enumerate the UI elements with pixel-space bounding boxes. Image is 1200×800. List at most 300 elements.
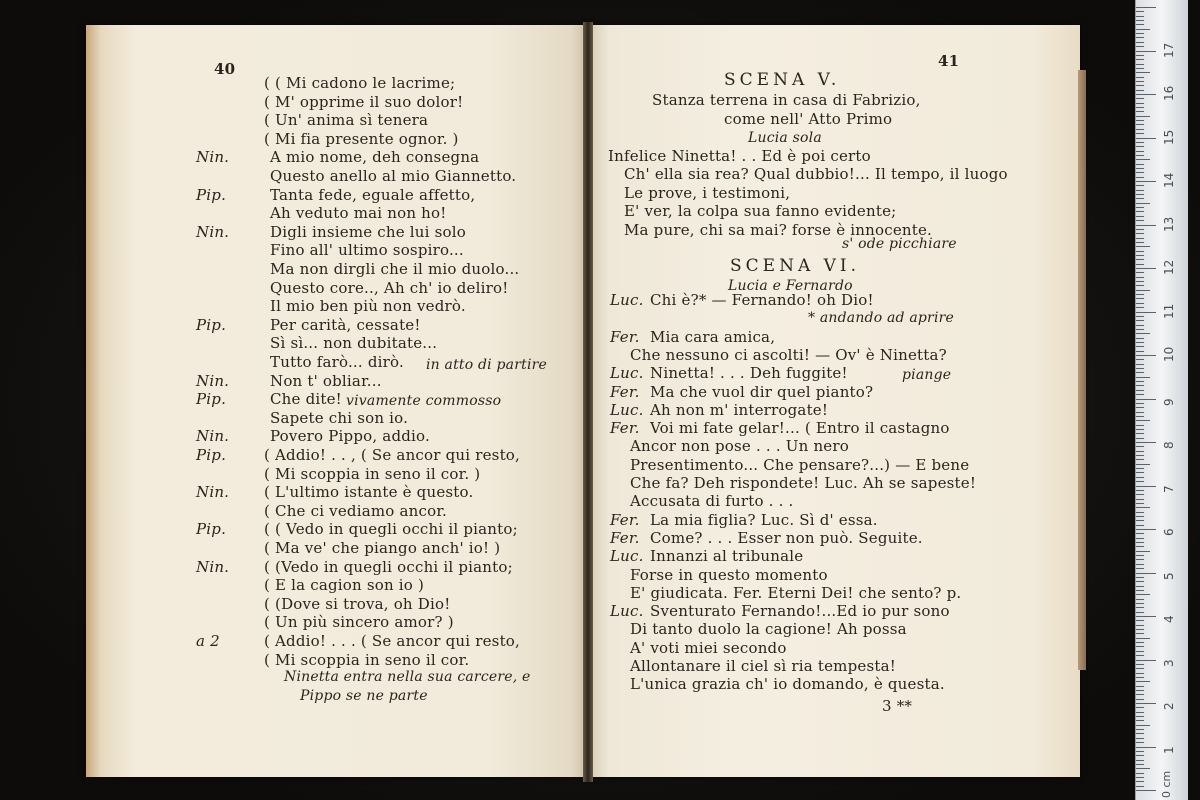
ruler-label: 15 xyxy=(1162,129,1176,145)
ruler-tick xyxy=(1136,551,1150,552)
speaker-label: Nin. xyxy=(196,148,230,167)
ruler-tick xyxy=(1136,620,1144,621)
ruler-tick xyxy=(1136,290,1150,291)
speaker-label: Pip. xyxy=(196,520,227,539)
ruler-label: 9 xyxy=(1162,397,1176,406)
ruler-label: 5 xyxy=(1162,571,1176,580)
verse-line: Ma che vuol dir quel pianto? xyxy=(650,382,874,401)
ruler-tick xyxy=(1136,216,1144,217)
ruler-tick xyxy=(1136,733,1144,734)
ruler-tick xyxy=(1136,451,1144,452)
verse-line: Ch' ella sia rea? Qual dubbio!... Il tempo, il luogo xyxy=(624,165,1008,184)
signature-mark: 3 ** xyxy=(882,697,913,715)
scene-characters: Lucia sola xyxy=(748,130,822,146)
ruler-tick xyxy=(1136,525,1144,526)
ruler-tick xyxy=(1136,407,1144,408)
verse-line: ( E la cagion son io ) xyxy=(264,576,425,595)
ruler-label: 10 xyxy=(1162,346,1176,362)
ruler-tick xyxy=(1136,164,1144,165)
ruler-label: 11 xyxy=(1162,303,1176,319)
ruler-tick xyxy=(1136,355,1156,356)
speaker-label: Pip. xyxy=(196,185,227,204)
ruler-tick xyxy=(1136,699,1144,700)
closing-stage-direction: Ninetta entra nella sua carcere, e xyxy=(284,669,531,685)
ruler-tick xyxy=(1136,24,1144,25)
ruler-label: 17 xyxy=(1162,42,1176,58)
stage-direction: piange xyxy=(902,367,952,383)
ruler-tick xyxy=(1136,573,1156,574)
ruler-label: 0 cm xyxy=(1160,770,1173,798)
ruler-tick xyxy=(1136,155,1144,156)
verse-line: Che nessuno ci ascolti! — Ov' è Ninetta? xyxy=(630,345,947,364)
ruler-tick xyxy=(1136,129,1144,130)
ruler-tick xyxy=(1136,568,1144,569)
verse-line: ( Mi scoppia in seno il cor. ) xyxy=(264,464,481,483)
verse-line: ( Ma ve' che piango anch' io! ) xyxy=(264,539,501,557)
ruler-label: 4 xyxy=(1162,615,1176,623)
ruler-tick xyxy=(1136,468,1144,469)
speaker-label: Pip. xyxy=(196,390,227,409)
ruler-tick xyxy=(1136,459,1144,460)
ruler-tick xyxy=(1136,264,1144,265)
verse-line: ( Addio! . . , ( Se ancor qui resto, xyxy=(264,446,521,464)
ruler-tick xyxy=(1136,538,1144,539)
speaker-label: Luc. xyxy=(610,547,644,566)
left-page xyxy=(86,25,586,777)
ruler-tick xyxy=(1136,412,1144,413)
ruler-tick xyxy=(1136,564,1144,565)
ruler-tick xyxy=(1136,507,1150,508)
ruler-tick xyxy=(1136,177,1144,178)
ruler-tick xyxy=(1136,764,1144,765)
scene-subtitle: Stanza terrena in casa di Fabrizio, xyxy=(652,91,921,109)
ruler-tick xyxy=(1136,72,1150,73)
ruler-tick xyxy=(1136,312,1156,313)
ruler-tick xyxy=(1136,294,1144,295)
ruler-tick xyxy=(1136,381,1144,382)
ruler-tick xyxy=(1136,133,1144,134)
ruler-tick xyxy=(1136,625,1144,626)
ruler-tick xyxy=(1136,651,1144,652)
ruler-tick xyxy=(1136,146,1144,147)
verse-line: Questo anello al mio Giannetto. xyxy=(270,167,517,185)
verse-line: Questo core.., Ah ch' io deliro! xyxy=(270,278,509,297)
ruler-tick xyxy=(1136,490,1144,491)
ruler-tick xyxy=(1136,20,1144,21)
scene-subtitle: come nell' Atto Primo xyxy=(724,110,893,128)
ruler-label: 6 xyxy=(1162,528,1176,536)
ruler-tick xyxy=(1136,607,1144,608)
ruler-tick xyxy=(1136,486,1156,487)
ruler-tick xyxy=(1136,307,1144,308)
ruler-tick xyxy=(1136,37,1144,38)
ruler-tick xyxy=(1136,220,1144,221)
speaker-label: Fer. xyxy=(610,419,640,438)
ruler-tick xyxy=(1136,712,1144,713)
ruler-tick xyxy=(1136,646,1144,647)
ruler-tick xyxy=(1136,529,1156,530)
speaker-label: Luc. xyxy=(610,602,644,621)
verse-line: Mia cara amica, xyxy=(650,327,776,346)
speaker-label: Fer. xyxy=(610,510,640,529)
ruler-tick xyxy=(1136,64,1144,65)
ruler-tick xyxy=(1136,268,1156,269)
speaker-label: Fer. xyxy=(610,327,640,346)
verse-line: Per carità, cessate! xyxy=(270,315,421,334)
ruler-tick xyxy=(1136,325,1144,326)
ruler-tick xyxy=(1136,33,1144,34)
ruler-tick xyxy=(1136,446,1144,447)
ruler-tick xyxy=(1136,116,1150,117)
ruler-tick xyxy=(1136,277,1144,278)
ruler-tick xyxy=(1136,686,1144,687)
ruler-tick xyxy=(1136,464,1150,465)
ruler-tick xyxy=(1136,342,1144,343)
ruler-tick xyxy=(1136,677,1144,678)
speaker-label: Luc. xyxy=(610,400,644,419)
verse-line: Sì sì... non dubitate... xyxy=(270,334,438,353)
ruler-tick xyxy=(1136,638,1150,639)
ruler-tick xyxy=(1136,198,1144,199)
verse-line: Ah non m' interrogate! xyxy=(650,400,829,419)
ruler-tick xyxy=(1136,11,1144,12)
ruler-tick xyxy=(1136,394,1144,395)
ruler-label: 2 xyxy=(1162,702,1176,710)
ruler-tick xyxy=(1136,612,1144,613)
ruler-tick xyxy=(1136,338,1144,339)
verse-line: Sapete chi son io. xyxy=(270,408,409,427)
verse-line: Accusata di furto . . . xyxy=(630,492,794,511)
ruler-tick xyxy=(1136,120,1144,121)
ruler-tick xyxy=(1136,51,1156,52)
speaker-label: Pip. xyxy=(196,446,227,464)
verse-line: Di tanto duolo la cagione! Ah possa xyxy=(630,620,907,639)
ruler-tick xyxy=(1136,512,1144,513)
ruler-tick xyxy=(1136,298,1144,299)
ruler-tick xyxy=(1136,364,1144,365)
ruler-label: 16 xyxy=(1162,85,1176,101)
ruler-tick xyxy=(1136,533,1144,534)
verse-line: E' ver, la colpa sua fanno evidente; xyxy=(624,202,897,221)
ruler-tick xyxy=(1136,738,1144,739)
ruler-tick xyxy=(1136,46,1144,47)
verse-line: ( (Vedo in quegli occhi il pianto; xyxy=(264,557,513,576)
ruler-label: 13 xyxy=(1162,216,1176,232)
ruler-tick xyxy=(1136,581,1144,582)
ruler-tick xyxy=(1136,251,1144,252)
scene-title: SCENA VI. xyxy=(730,256,861,276)
ruler-tick xyxy=(1136,185,1144,186)
ruler-label: 12 xyxy=(1162,259,1176,275)
right-page xyxy=(590,25,1080,777)
ruler-tick xyxy=(1136,777,1144,778)
ruler-tick xyxy=(1136,242,1144,243)
ruler-tick xyxy=(1136,503,1144,504)
ruler-tick xyxy=(1136,747,1156,748)
verse-line: E' giudicata. Fer. Eterni Dei! che sento? p. xyxy=(630,583,962,602)
ruler-tick xyxy=(1136,77,1144,78)
ruler-tick xyxy=(1136,586,1144,587)
ruler-tick xyxy=(1136,603,1144,604)
verse-line: Tanta fede, eguale affetto, xyxy=(270,185,476,204)
stage-direction: vivamente commosso xyxy=(346,393,502,409)
verse-line: Voi mi fate gelar!... ( Entro il castagno xyxy=(650,419,950,438)
verse-line: Infelice Ninetta! . . Ed è poi certo xyxy=(608,147,871,165)
verse-line: Ninetta! . . . Deh fuggite! xyxy=(650,364,848,383)
verse-line: Non t' obliar... xyxy=(270,371,382,390)
scene-characters: Lucia e Fernardo xyxy=(728,278,853,294)
closing-stage-direction: Pippo se ne parte xyxy=(300,688,428,704)
ruler-tick xyxy=(1136,203,1150,204)
verse-line: Tutto farò... dirò. xyxy=(270,353,404,371)
ruler-tick xyxy=(1136,725,1150,726)
verse-line: Forse in questo momento xyxy=(630,565,828,584)
ruler-tick xyxy=(1136,660,1156,661)
ruler-tick xyxy=(1136,190,1144,191)
ruler-tick xyxy=(1136,233,1144,234)
ruler-tick xyxy=(1136,111,1144,112)
ruler-tick xyxy=(1136,664,1144,665)
ruler-tick xyxy=(1136,616,1156,617)
verse-line: Innanzi al tribunale xyxy=(650,547,804,566)
verse-line: ( L'ultimo istante è questo. xyxy=(264,483,474,502)
page-number-left: 40 xyxy=(214,60,236,78)
ruler-tick xyxy=(1136,246,1150,247)
ruler-tick xyxy=(1136,790,1156,791)
ruler-tick xyxy=(1136,194,1144,195)
speaker-label: Nin. xyxy=(196,222,230,241)
verse-line: Ma non dirgli che il mio duolo... xyxy=(270,260,520,278)
ruler-tick xyxy=(1136,420,1150,421)
verse-line: Che dite! xyxy=(270,390,342,409)
ruler-tick xyxy=(1136,368,1144,369)
speaker-label: Nin. xyxy=(196,371,230,390)
verse-line: ( Mi scoppia in seno il cor. xyxy=(264,650,470,669)
verse-line: Ah veduto mai non ho! xyxy=(270,204,447,223)
verse-line: La mia figlia? Luc. Sì d' essa. xyxy=(650,510,878,529)
ruler-tick xyxy=(1136,142,1144,143)
ruler-tick xyxy=(1136,742,1144,743)
ruler-tick xyxy=(1136,577,1144,578)
ruler-tick xyxy=(1136,642,1144,643)
ruler-tick xyxy=(1136,138,1156,139)
ruler-tick xyxy=(1136,673,1144,674)
ruler-tick xyxy=(1136,629,1144,630)
ruler-tick xyxy=(1136,399,1156,400)
stage-direction: * andando ad aprire xyxy=(808,310,954,327)
stage-direction: s' ode picchiare xyxy=(842,236,957,252)
verse-line: Il mio ben più non vedrò. xyxy=(270,297,466,316)
ruler-tick xyxy=(1136,633,1144,634)
verse-line: Digli insieme che lui solo xyxy=(270,222,466,241)
ruler-tick xyxy=(1136,285,1144,286)
verse-line: ( M' opprime il suo dolor! xyxy=(264,92,464,111)
ruler-tick xyxy=(1136,377,1150,378)
ruler-tick xyxy=(1136,272,1144,273)
verse-line: Sventurato Fernando!...Ed io pur sono xyxy=(650,602,950,621)
verse-line: Ancor non pose . . . Un nero xyxy=(630,437,849,456)
verse-line: ( Un' anima sì tenera xyxy=(264,111,429,130)
ruler-tick xyxy=(1136,494,1144,495)
ruler-tick xyxy=(1136,555,1144,556)
ruler-tick xyxy=(1136,16,1144,17)
ruler-tick xyxy=(1136,259,1144,260)
ruler-tick xyxy=(1136,211,1144,212)
ruler-tick xyxy=(1136,481,1144,482)
verse-line: Chi è?* — Fernando! oh Dio! xyxy=(650,291,874,309)
ruler-tick xyxy=(1136,303,1144,304)
ruler-tick xyxy=(1136,438,1144,439)
ruler-tick xyxy=(1136,768,1150,769)
ruler-tick xyxy=(1136,207,1144,208)
verse-line: Le prove, i testimoni, xyxy=(624,183,791,202)
ruler-tick xyxy=(1136,703,1156,704)
ruler-tick xyxy=(1136,499,1144,500)
ruler-label: 8 xyxy=(1162,441,1176,449)
ruler-tick xyxy=(1136,159,1150,160)
ruler-tick xyxy=(1136,29,1150,30)
verse-line: Presentimento... Che pensare?...) — E bene xyxy=(630,455,970,474)
measuring-ruler xyxy=(1135,0,1188,800)
ruler-tick xyxy=(1136,542,1144,543)
ruler-tick xyxy=(1136,520,1144,521)
verse-line: ( (Dove si trova, oh Dio! xyxy=(264,594,451,613)
ruler-tick xyxy=(1136,707,1144,708)
verse-line: A' voti miei secondo xyxy=(630,638,787,657)
book-gutter xyxy=(583,22,593,782)
ruler-tick xyxy=(1136,320,1144,321)
page-edges xyxy=(1078,70,1086,670)
verse-line: ( Un più sincero amor? ) xyxy=(264,613,454,632)
ruler-tick xyxy=(1136,372,1144,373)
ruler-tick xyxy=(1136,472,1144,473)
speaker-label: Fer. xyxy=(610,528,640,547)
ruler-tick xyxy=(1136,516,1144,517)
ruler-tick xyxy=(1136,346,1144,347)
ruler-tick xyxy=(1136,172,1144,173)
ruler-tick xyxy=(1136,351,1144,352)
page-number-right: 41 xyxy=(938,52,960,70)
ruler-tick xyxy=(1136,442,1156,443)
ruler-tick xyxy=(1136,751,1144,752)
ruler-tick xyxy=(1136,151,1144,152)
ruler-tick xyxy=(1136,385,1144,386)
ruler-tick xyxy=(1136,729,1144,730)
ruler-tick xyxy=(1136,590,1144,591)
verse-line: L'unica grazia ch' io domando, è questa. xyxy=(630,675,945,694)
ruler-tick xyxy=(1136,760,1144,761)
speaker-label: Nin. xyxy=(196,483,230,502)
verse-line: Allontanare il ciel sì ria tempesta! xyxy=(630,657,896,675)
ruler-tick xyxy=(1136,599,1144,600)
ruler-tick xyxy=(1136,81,1144,82)
scene-title: SCENA V. xyxy=(724,70,841,90)
ruler-tick xyxy=(1136,425,1144,426)
ruler-tick xyxy=(1136,694,1144,695)
ruler-label: 14 xyxy=(1162,172,1176,188)
ruler-tick xyxy=(1136,559,1144,560)
ruler-tick xyxy=(1136,55,1144,56)
ruler-tick xyxy=(1136,416,1144,417)
ruler-tick xyxy=(1136,98,1144,99)
ruler-tick xyxy=(1136,68,1144,69)
ruler-tick xyxy=(1136,225,1156,226)
ruler-tick xyxy=(1136,59,1144,60)
ruler-tick xyxy=(1136,107,1144,108)
ruler-label: 1 xyxy=(1162,745,1176,754)
ruler-tick xyxy=(1136,94,1156,95)
speaker-label: Nin. xyxy=(196,427,230,446)
ruler-tick xyxy=(1136,429,1144,430)
ruler-tick xyxy=(1136,316,1144,317)
ruler-tick xyxy=(1136,781,1144,782)
verse-line: A mio nome, deh consegna xyxy=(270,148,480,167)
speaker-label: Fer. xyxy=(610,382,640,401)
verse-line: ( Addio! . . . ( Se ancor qui resto, xyxy=(264,632,521,650)
ruler-tick xyxy=(1136,594,1150,595)
ruler-tick xyxy=(1136,403,1144,404)
ruler-tick xyxy=(1136,546,1144,547)
ruler-tick xyxy=(1136,720,1144,721)
ruler-tick xyxy=(1136,229,1144,230)
verse-line: Povero Pippo, addio. xyxy=(270,427,430,446)
verse-line: Fino all' ultimo sospiro... xyxy=(270,241,464,260)
ruler-tick xyxy=(1136,85,1144,86)
ruler-tick xyxy=(1136,359,1144,360)
speaker-label: Luc. xyxy=(610,364,644,383)
ruler-tick xyxy=(1136,7,1156,8)
ruler-tick xyxy=(1136,181,1156,182)
ruler-tick xyxy=(1136,333,1150,334)
verse-line: ( ( Vedo in quegli occhi il pianto; xyxy=(264,520,518,539)
speaker-label: a 2 xyxy=(196,632,220,650)
ruler-tick xyxy=(1136,103,1144,104)
stage-direction: in atto di partire xyxy=(426,357,547,373)
ruler-tick xyxy=(1136,716,1144,717)
ruler-tick xyxy=(1136,329,1144,330)
ruler-tick xyxy=(1136,773,1144,774)
ruler-tick xyxy=(1136,90,1144,91)
verse-line: ( ( Mi cadono le lacrime; xyxy=(264,74,456,92)
ruler-tick xyxy=(1136,281,1144,282)
ruler-tick xyxy=(1136,477,1144,478)
verse-line: Che fa? Deh rispondete! Luc. Ah se sapeste! xyxy=(630,474,977,492)
ruler-tick xyxy=(1136,433,1144,434)
ruler-tick xyxy=(1136,455,1144,456)
ruler-tick xyxy=(1136,390,1144,391)
speaker-label: Pip. xyxy=(196,315,227,334)
verse-line: ( Mi fia presente ognor. ) xyxy=(264,129,459,148)
ruler-label: 3 xyxy=(1162,658,1176,667)
ruler-tick xyxy=(1136,255,1144,256)
speaker-label: Nin. xyxy=(196,557,230,576)
ruler-tick xyxy=(1136,124,1144,125)
ruler-tick xyxy=(1136,668,1144,669)
verse-line: ( Che ci vediamo ancor. xyxy=(264,501,448,520)
verse-line: Ma pure, chi sa mai? forse è innocente. xyxy=(624,220,933,239)
ruler-tick xyxy=(1136,238,1144,239)
ruler-tick xyxy=(1136,168,1144,169)
ruler-label: 7 xyxy=(1162,484,1176,493)
ruler-tick xyxy=(1136,681,1150,682)
ruler-tick xyxy=(1136,655,1144,656)
ruler-tick xyxy=(1136,690,1144,691)
speaker-label: Luc. xyxy=(610,291,644,309)
ruler-tick xyxy=(1136,42,1144,43)
ruler-tick xyxy=(1136,786,1144,787)
verse-line: Come? . . . Esser non può. Seguite. xyxy=(650,528,923,547)
ruler-tick xyxy=(1136,755,1144,756)
